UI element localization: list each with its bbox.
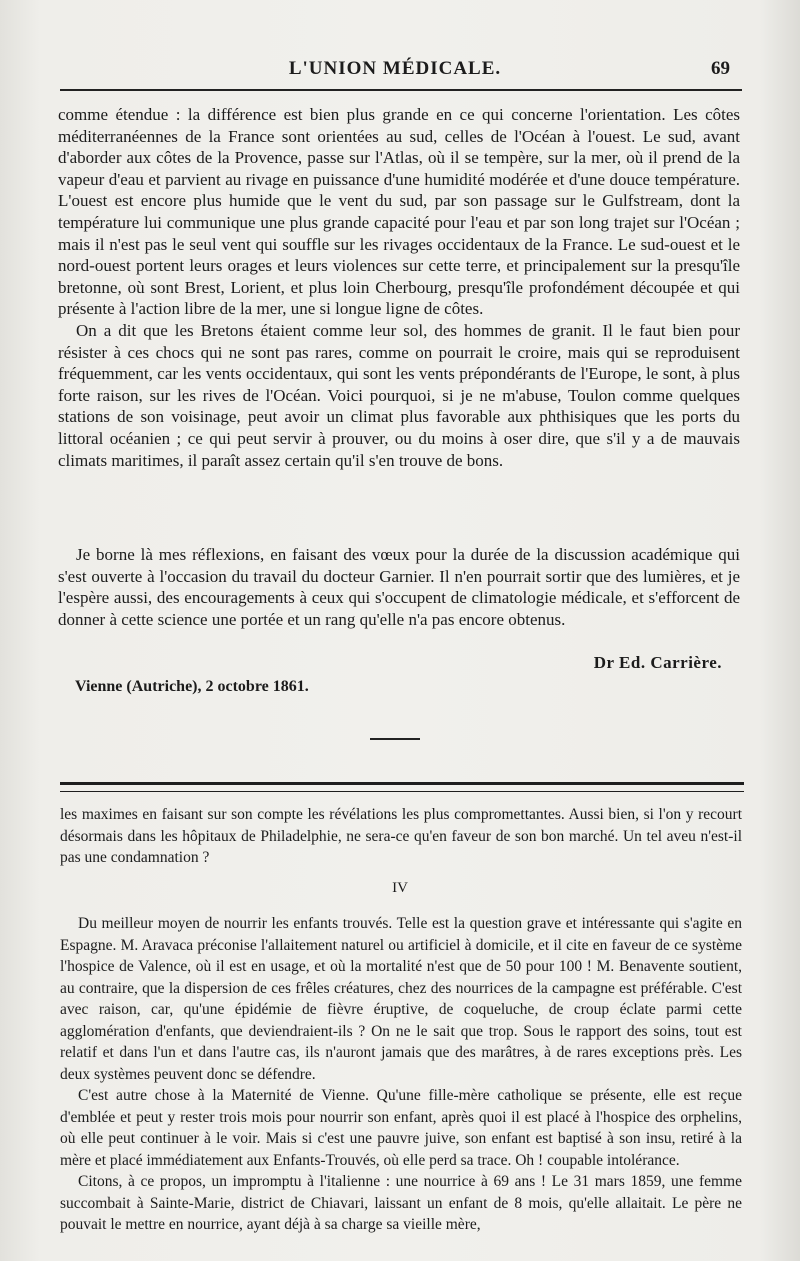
feuilleton-divider — [60, 782, 744, 792]
main-article-body — [58, 104, 740, 471]
running-header — [60, 58, 730, 86]
paragraph: C'est autre chose à la Maternité de Vienne. Qu'une fille-mère catholique se présente, elle est reçue d'emblée et peut y rester trois mois pour nourrir son enfant, après quoi il est placé à l'hospice des orphelins, où elle peut continuer à le voir. Mais si c'est une pauvre juive, son enfant est baptisé à son insu, retiré à la mère et placé immédiatement aux Enfants-Trouvés, où elle perd sa trace. Oh ! coupable intolérance. — [60, 1087, 742, 1169]
paragraph: Du meilleur moyen de nourrir les enfants trouvés. Telle est la question grave et intéressante qui s'agite en Espagne. M. Aravaca préconise l'allaitement naturel ou artificiel à domicile, et il cite en faveur de ce système l'hospice de Valence, où il est en usage, et où la mortalité n'est que de 50 pour 100 ! M. Benavente soutient, au contraire, que la dispersion de ces frêles créatures, chez des nourrices de la campagne est préférable. C'est avec raison, car, qu'une épidémie de fièvre éruptive, de coqueluche, de croup éclate parmi cette agglomération d'enfants, que deviendraient-ils ? On ne le sait que trop. Sous le rapport des soins, tout est relatif et dans l'un et dans l'autre cas, ils n'auront jamais que des marâtres, à de rares exceptions près. Les deux systèmes peuvent donc se défendre. — [60, 915, 742, 1083]
paragraph: Citons, à ce propos, un impromptu à l'italienne : une nourrice à 69 ans ! Le 31 mars 1859, une femme succombait à Sainte-Marie, district de Chiavari, laissant un enfant de 8 mois, qu'elle allaitait. Le père ne pouvait le mettre en nourrice, ayant déjà à sa charge sa vieille mère, — [60, 1173, 742, 1233]
paragraph: On a dit que les Bretons étaient comme leur sol, des hommes de granit. Il le faut bien pour résister à ces chocs qui ne sont pas rares, comme on pourrait le croire, mais qui se reproduisent fréquemment, car les vents occidentaux, qui sont les vents prépondérants de l'Europe, le sont, à plus forte raison, sur les rives de l'Océan. Voici pourquoi, si je ne m'abuse, Toulon comme quelques stations de son voisinage, peut avoir un climat plus favorable aux phthisiques que les ports du littoral océanien ; ce qui peut servir à prouver, ou du moins à oser dire, que s'il y a de mauvais climats maritimes, il paraît assez certain qu'il s'en trouve de bons. — [58, 320, 740, 470]
journal-title: L'UNION MÉDICALE. — [288, 58, 502, 79]
section-divider — [370, 738, 420, 740]
dateline: Vienne (Autriche), 2 octobre 1861. — [75, 678, 309, 695]
header-rule — [60, 89, 742, 91]
paragraph: comme étendue : la différence est bien plus grande en ce qui concerne l'orientation. Les côtes méditerranéennes de la France sont orientées au sud, celles de l'Océan à l'ouest. Le sud, avant d'aborder aux côtes de la Provence, passe sur l'Atlas, où il se tempère, sur la mer, où il prend de la vapeur d'eau et parvient au rivage en puissance d'une humidité modérée et d'une douce température. L'ouest est encore plus humide que le vent du sud, par son passage sur le Gulfstream, dont la température lui communique une plus grande capacité pour l'eau et par son long trajet sur l'Océan ; mais il n'est pas le seul vent qui souffle sur les rivages occidentaux de la France. Le sud-ouest et le nord-ouest portent leurs orages et leurs violences sur cette terre, et principalement sur la presqu'île bretonne, où sont Brest, Lorient, et plus loin Cherbourg, presqu'île profondément découpée et qui présente à l'action libre de la mer, une si longue ligne de côtes. — [58, 105, 740, 319]
closing-paragraph: Je borne là mes réflexions, en faisant des vœux pour la durée de la discussion académique qui s'est ouverte à l'occasion du travail du docteur Garnier. Il n'en pourrait sortir que des lumières, et je l'espère aussi, des encouragements à ceux qui s'occupent de climatologie médicale, et s'efforcent de donner à cette science une portée et un rang qu'elle n'a pas encore obtenus. — [58, 545, 740, 629]
author-signature: Dr Ed. Carrière. — [593, 653, 722, 672]
feuilleton-intro — [60, 804, 742, 869]
paragraph: les maximes en faisant sur son compte les révélations les plus compromettantes. Aussi bien, si l'on y recourt désormais dans les hôpitaux de Philadelphie, ne sera-ce qu'en faveur de son bon marché. Un tel aveu n'est-il pas une condamnation ? — [60, 806, 742, 866]
section-number: IV — [392, 880, 408, 896]
feuilleton-body — [60, 913, 742, 1236]
closing-section — [58, 544, 740, 630]
page-number: 69 — [711, 58, 730, 79]
